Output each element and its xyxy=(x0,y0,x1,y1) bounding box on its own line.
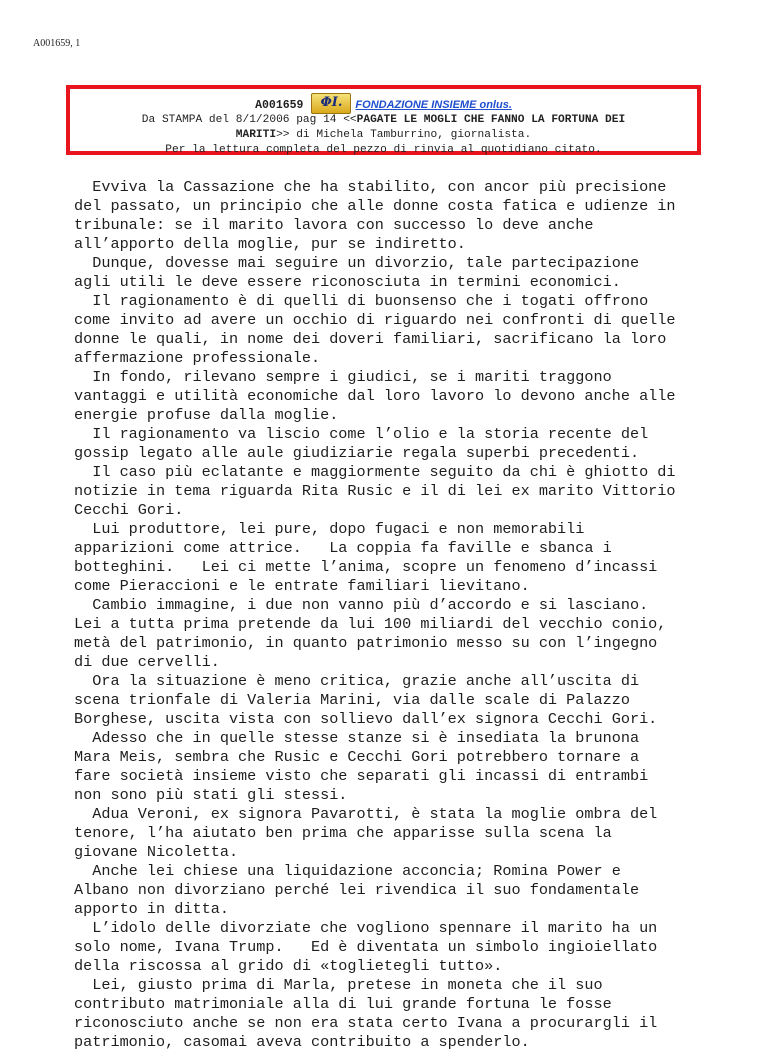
header-line-3 xyxy=(70,128,697,143)
article-line: vantaggi e utilità economiche dal loro lavoro lo devono anche alle xyxy=(74,387,676,405)
article-line: Evviva la Cassazione che ha stabilito, con ancor più precisione xyxy=(74,178,667,196)
article-line: Il caso più eclatante e maggiormente seguito da chi è ghiotto di xyxy=(74,463,676,481)
article-line: affermazione professionale. xyxy=(74,349,321,367)
article-line: Cecchi Gori. xyxy=(74,501,184,519)
author-info: >> di Michela Tamburrino, giornalista. xyxy=(276,129,532,141)
article-line: tribunale: se il marito lavora con successo lo deve anche xyxy=(74,216,594,234)
article-line: fare società insieme visto che separati gli incassi di entrambi xyxy=(74,767,649,785)
article-line: Dunque, dovesse mai seguire un divorzio, tale partecipazione xyxy=(74,254,640,272)
article-header-box xyxy=(66,85,701,155)
article-line: Lei, giusto prima di Marla, pretese in moneta che il suo xyxy=(74,976,603,994)
article-line: Cambio immagine, i due non vanno più d’accordo e si lasciano. xyxy=(74,596,649,614)
article-line: Lui produttore, lei pure, dopo fugaci e non memorabili xyxy=(74,520,585,538)
article-line: scena trionfale di Valeria Marini, via dalle scale di Palazzo xyxy=(74,691,630,709)
article-line: agli utili le deve essere riconosciuta in termini economici. xyxy=(74,273,621,291)
article-line: metà del patrimonio, in quanto patrimonio messo su con l’ingegno xyxy=(74,634,658,652)
article-line: Il ragionamento va liscio come l’olio e la storia recente del xyxy=(74,425,649,443)
headline-part-1: PAGATE LE MOGLI CHE FANNO LA FORTUNA DEI xyxy=(356,114,626,126)
header-line-4: Per la lettura completa del pezzo di rinvia al quotidiano citato. xyxy=(165,144,602,156)
article-line: apparizioni come attrice. La coppia fa faville e sbanca i xyxy=(74,539,612,557)
article-line: non sono più stati gli stessi. xyxy=(74,786,348,804)
article-line: della riscossa al grido di «toglietegli tutto». xyxy=(74,957,503,975)
header-line-1 xyxy=(70,93,697,113)
header-line-2 xyxy=(70,113,697,128)
article-line: del passato, un principio che alle donne costa fatica e udienze in xyxy=(74,197,676,215)
article-line: Albano non divorziano perché lei rivendica il suo fondamentale xyxy=(74,881,640,899)
article-line: Mara Meis, sembra che Rusic e Cecchi Gori potrebbero tornare a xyxy=(74,748,640,766)
article-line: L’idolo delle divorziate che vogliono spennare il marito ha un xyxy=(74,919,658,937)
article-line: apporto in ditta. xyxy=(74,900,229,918)
article-line: come Pieraccioni e le entrate familiari lievitano. xyxy=(74,577,530,595)
article-line: Lei a tutta prima pretende da lui 100 miliardi del vecchio conio, xyxy=(74,615,667,633)
article-line: botteghini. Lei ci mette l’anima, scopre un fenomeno d’incassi xyxy=(74,558,658,576)
article-line: In fondo, rilevano sempre i giudici, se i mariti traggono xyxy=(74,368,612,386)
article-line: gossip legato alle aule giudiziarie regala superbi precedenti. xyxy=(74,444,640,462)
source-info: Da STAMPA del 8/1/2006 pag 14 << xyxy=(141,114,357,126)
article-line: come invito ad avere un occhio di riguardo nei confronti di quelle xyxy=(74,311,676,329)
article-line: energie profuse dalla moglie. xyxy=(74,406,339,424)
article-line: patrimonio, casomai aveva contribuito a spenderlo. xyxy=(74,1033,530,1051)
article-line: solo nome, Ivana Trump. Ed è diventata un simbolo ingioiellato xyxy=(74,938,658,956)
article-line: tenore, l’ha aiutato ben prima che apparisse sulla scena la xyxy=(74,824,612,842)
article-line: all’apporto della moglie, pur se indiretto. xyxy=(74,235,466,253)
article-line: donne le quali, in nome dei doveri familiari, sacrificano la loro xyxy=(74,330,667,348)
headline-part-2: MARITI xyxy=(235,129,277,141)
article-line: riconosciuto anche se non era stata certo Ivana a procurargli il xyxy=(74,1014,658,1032)
article-line: Ora la situazione è meno critica, grazie anche all’uscita di xyxy=(74,672,640,690)
foundation-logo-icon xyxy=(311,93,351,114)
article-line: Anche lei chiese una liquidazione acconcia; Romina Power e xyxy=(74,862,621,880)
article-line: Adua Veroni, ex signora Pavarotti, è stata la moglie ombra del xyxy=(74,805,658,823)
article-line: contributo matrimoniale alla di lui grande fortuna le fosse xyxy=(74,995,612,1013)
article-line: giovane Nicoletta. xyxy=(74,843,239,861)
page-id: A001659, 1 xyxy=(33,38,81,49)
logo-text: ΦI. xyxy=(320,95,343,110)
article-line: Borghese, uscita vista con sollievo dall’ex signora Cecchi Gori. xyxy=(74,710,658,728)
article-line: notizie in tema riguarda Rita Rusic e il di lei ex marito Vittorio xyxy=(74,482,676,500)
foundation-link[interactable]: FONDAZIONE INSIEME onlus. xyxy=(355,99,512,111)
article-line: Adesso che in quelle stesse stanze si è insediata la brunona xyxy=(74,729,640,747)
article-code: A001659 xyxy=(255,99,304,112)
article-body xyxy=(74,178,694,1052)
article-line: Il ragionamento è di quelli di buonsenso che i togati offrono xyxy=(74,292,649,310)
article-line: di due cervelli. xyxy=(74,653,220,671)
